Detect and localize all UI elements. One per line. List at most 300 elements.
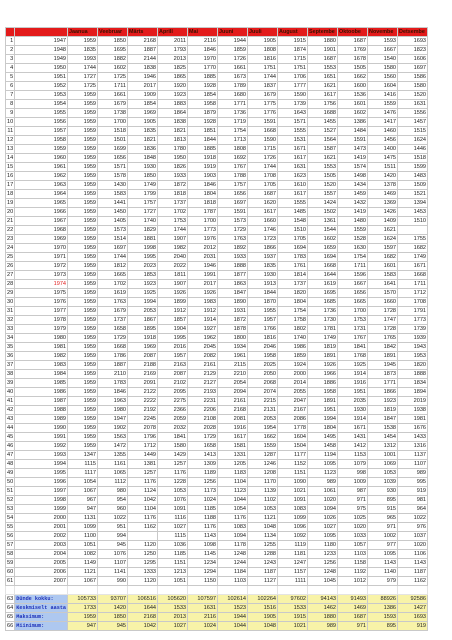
value-cell[interactable]: 1601	[338, 100, 368, 109]
value-cell[interactable]: 1591	[248, 118, 278, 127]
value-cell[interactable]: 1819	[368, 406, 398, 415]
value-cell[interactable]: 1586	[398, 73, 428, 82]
value-cell[interactable]: 1416	[368, 91, 398, 100]
year-cell[interactable]: 1990	[15, 424, 68, 433]
value-cell[interactable]: 1729	[188, 433, 218, 442]
value-cell[interactable]: 1510	[398, 217, 428, 226]
value-cell[interactable]: 1713	[218, 136, 248, 145]
value-cell[interactable]: 1076	[158, 496, 188, 505]
value-cell[interactable]: 1818	[188, 199, 218, 208]
value-cell[interactable]: 2222	[128, 397, 158, 406]
value-cell[interactable]: 1825	[158, 64, 188, 73]
value-cell[interactable]: 1498	[338, 172, 368, 181]
value-cell[interactable]: 1736	[308, 307, 338, 316]
value-cell[interactable]: 1104	[218, 478, 248, 487]
value-cell[interactable]: 1904	[158, 325, 188, 334]
row-number[interactable]: 65	[7, 614, 14, 620]
summary-value-cell[interactable]: 105733	[68, 595, 98, 604]
month-header[interactable]: August	[278, 28, 308, 37]
summary-value-cell[interactable]: 1687	[338, 613, 368, 622]
value-cell[interactable]: 2054	[218, 379, 248, 388]
value-cell[interactable]: 1959	[68, 406, 98, 415]
year-cell[interactable]: 1979	[15, 325, 68, 334]
value-cell[interactable]: 1426	[368, 208, 398, 217]
year-cell[interactable]: 1974	[15, 280, 68, 289]
value-cell[interactable]: 981	[398, 496, 428, 505]
value-cell[interactable]: 1882	[98, 55, 128, 64]
summary-value-cell[interactable]: 1915	[278, 613, 308, 622]
year-cell[interactable]: 1996	[15, 478, 68, 487]
value-cell[interactable]: 1162	[398, 577, 428, 586]
row-number[interactable]: 13	[7, 146, 14, 152]
value-cell[interactable]: 2053	[248, 415, 278, 424]
row-number[interactable]: 61	[7, 578, 14, 584]
value-cell[interactable]: 1844	[248, 289, 278, 298]
value-cell[interactable]: 2161	[218, 397, 248, 406]
summary-value-cell[interactable]: 1042	[128, 622, 158, 631]
value-cell[interactable]: 2188	[128, 361, 158, 370]
value-cell[interactable]: 1919	[188, 163, 218, 172]
value-cell[interactable]: 1458	[308, 442, 338, 451]
summary-value-cell[interactable]: 94143	[308, 595, 338, 604]
summary-value-cell[interactable]: 88926	[368, 595, 398, 604]
summary-value-cell[interactable]: 919	[398, 622, 428, 631]
value-cell[interactable]: 1783	[98, 379, 128, 388]
row-number[interactable]: 17	[7, 182, 14, 188]
value-cell[interactable]: 1596	[338, 271, 368, 280]
value-cell[interactable]: 1162	[128, 523, 158, 532]
value-cell[interactable]: 1934	[218, 343, 248, 352]
value-cell[interactable]: 995	[398, 478, 428, 487]
value-cell[interactable]: 1177	[278, 451, 308, 460]
value-cell[interactable]: 1597	[368, 244, 398, 253]
value-cell[interactable]: 1994	[128, 298, 158, 307]
value-cell[interactable]: 1476	[368, 109, 398, 118]
value-cell[interactable]: 1257	[128, 469, 158, 478]
value-cell[interactable]: 1802	[278, 325, 308, 334]
value-cell[interactable]: 1847	[368, 415, 398, 424]
value-cell[interactable]: 1151	[158, 559, 188, 568]
value-cell[interactable]: 1083	[278, 505, 308, 514]
value-cell[interactable]: 1811	[158, 271, 188, 280]
value-cell[interactable]: 1959	[68, 424, 98, 433]
summary-value-cell[interactable]: 1048	[248, 622, 278, 631]
row-number[interactable]: 66	[7, 623, 14, 629]
value-cell[interactable]: 1804	[188, 190, 218, 199]
value-cell[interactable]: 1037	[398, 532, 428, 541]
row-number[interactable]: 40	[7, 389, 14, 395]
value-cell[interactable]: 1679	[248, 91, 278, 100]
value-cell[interactable]: 1045	[308, 577, 338, 586]
value-cell[interactable]: 2032	[158, 424, 188, 433]
year-cell[interactable]: 1968	[15, 226, 68, 235]
row-number[interactable]: 34	[7, 335, 14, 341]
value-cell[interactable]: 1053	[158, 487, 188, 496]
summary-label[interactable]: Maksimum:	[15, 613, 68, 622]
value-cell[interactable]: 2110	[98, 370, 128, 379]
value-cell[interactable]: 1890	[218, 298, 248, 307]
row-number[interactable]: 22	[7, 227, 14, 233]
value-cell[interactable]: 1591	[338, 136, 368, 145]
row-number[interactable]: 50	[7, 479, 14, 485]
row-number[interactable]: 48	[7, 461, 14, 467]
year-cell[interactable]: 1975	[15, 289, 68, 298]
value-cell[interactable]: 1433	[398, 433, 428, 442]
value-cell[interactable]: 1959	[68, 244, 98, 253]
value-cell[interactable]: 1504	[278, 442, 308, 451]
value-cell[interactable]: 1901	[308, 46, 338, 55]
value-cell[interactable]: 1928	[188, 118, 218, 127]
row-number[interactable]: 19	[7, 200, 14, 206]
value-cell[interactable]: 1730	[308, 316, 338, 325]
value-cell[interactable]: 1712	[128, 442, 158, 451]
value-cell[interactable]: 1606	[398, 55, 428, 64]
value-cell[interactable]: 1859	[218, 46, 248, 55]
value-cell[interactable]: 1573	[218, 217, 248, 226]
value-cell[interactable]: 1309	[188, 460, 218, 469]
row-number[interactable]: 54	[7, 515, 14, 521]
value-cell[interactable]: 1247	[278, 559, 308, 568]
value-cell[interactable]: 1914	[338, 415, 368, 424]
value-cell[interactable]: 1959	[68, 235, 98, 244]
row-number[interactable]: 25	[7, 254, 14, 260]
value-cell[interactable]: 1694	[308, 253, 338, 262]
value-cell[interactable]: 1729	[98, 334, 128, 343]
value-cell[interactable]: 1854	[128, 100, 158, 109]
value-cell[interactable]: 1660	[368, 298, 398, 307]
value-cell[interactable]: 1671	[398, 262, 428, 271]
value-cell[interactable]: 1120	[128, 577, 158, 586]
year-cell[interactable]: 1993	[15, 451, 68, 460]
row-number[interactable]: 41	[7, 398, 14, 404]
value-cell[interactable]: 1962	[188, 334, 218, 343]
value-cell[interactable]: 1248	[308, 568, 338, 577]
year-cell[interactable]: 1958	[15, 136, 68, 145]
value-cell[interactable]: 1874	[278, 46, 308, 55]
summary-value-cell[interactable]: 971	[338, 622, 368, 631]
value-cell[interactable]: 1887	[128, 46, 158, 55]
summary-value-cell[interactable]: 91493	[338, 595, 368, 604]
summary-value-cell[interactable]: 1905	[248, 613, 278, 622]
value-cell[interactable]: 1621	[368, 226, 398, 235]
value-cell[interactable]: 1590	[248, 136, 278, 145]
value-cell[interactable]: 1746	[248, 226, 278, 235]
value-cell[interactable]: 1096	[278, 523, 308, 532]
summary-value-cell[interactable]: 102614	[218, 595, 248, 604]
value-cell[interactable]: 1123	[218, 487, 248, 496]
value-cell[interactable]: 1850	[98, 37, 128, 46]
value-cell[interactable]: 1022	[98, 514, 128, 523]
value-cell[interactable]: 1559	[248, 442, 278, 451]
value-cell[interactable]: 1966	[308, 370, 338, 379]
value-cell[interactable]	[128, 532, 158, 541]
value-cell[interactable]: 1250	[128, 550, 158, 559]
value-cell[interactable]: 1850	[128, 172, 158, 181]
value-cell[interactable]: 1687	[338, 37, 368, 46]
value-cell[interactable]: 1053	[248, 505, 278, 514]
summary-value-cell[interactable]: 97602	[278, 595, 308, 604]
value-cell[interactable]: 1578	[98, 172, 128, 181]
value-cell[interactable]: 1791	[398, 307, 428, 316]
row-number[interactable]: 18	[7, 191, 14, 197]
value-cell[interactable]: 1959	[68, 316, 98, 325]
value-cell[interactable]: 1728	[368, 307, 398, 316]
value-cell[interactable]: 1020	[398, 541, 428, 550]
value-cell[interactable]: 1446	[398, 145, 428, 154]
value-cell[interactable]: 1994	[308, 415, 338, 424]
value-cell[interactable]: 1891	[368, 352, 398, 361]
value-cell[interactable]: 960	[98, 505, 128, 514]
value-cell[interactable]: 1430	[98, 181, 128, 190]
value-cell[interactable]: 1659	[308, 244, 338, 253]
summary-value-cell[interactable]: 1024	[188, 622, 218, 631]
value-cell[interactable]: 1821	[128, 136, 158, 145]
value-cell[interactable]: 1983	[188, 298, 218, 307]
value-cell[interactable]: 1181	[278, 550, 308, 559]
value-cell[interactable]: 954	[98, 496, 128, 505]
value-cell[interactable]: 1959	[68, 145, 98, 154]
row-number[interactable]: 1	[6, 37, 15, 46]
value-cell[interactable]: 2053	[128, 307, 158, 316]
value-cell[interactable]: 1149	[68, 559, 98, 568]
row-number[interactable]: 6	[6, 82, 15, 91]
year-cell[interactable]: 1962	[15, 172, 68, 181]
value-cell[interactable]: 1777	[278, 82, 308, 91]
value-cell[interactable]: 1959	[68, 442, 98, 451]
empty-cell[interactable]	[278, 586, 308, 595]
summary-value-cell[interactable]: 2013	[158, 613, 188, 622]
value-cell[interactable]: 1711	[98, 82, 128, 91]
year-cell[interactable]: 1956	[15, 118, 68, 127]
value-cell[interactable]: 1914	[188, 316, 218, 325]
value-cell[interactable]: 2163	[158, 361, 188, 370]
value-cell[interactable]: 1808	[218, 145, 248, 154]
value-cell[interactable]: 1682	[398, 244, 428, 253]
value-cell[interactable]: 1804	[308, 424, 338, 433]
summary-value-cell[interactable]: 1533	[278, 604, 308, 613]
value-cell[interactable]: 1255	[248, 541, 278, 550]
row-number[interactable]: 8	[6, 100, 15, 109]
value-cell[interactable]: 1065	[98, 469, 128, 478]
row-number[interactable]: 20	[7, 209, 14, 215]
value-cell[interactable]: 1715	[278, 55, 308, 64]
value-cell[interactable]: 1107	[98, 559, 128, 568]
row-number[interactable]: 44	[7, 425, 14, 431]
value-cell[interactable]: 1661	[98, 91, 128, 100]
year-cell[interactable]: 1954	[15, 100, 68, 109]
value-cell[interactable]: 1835	[128, 127, 158, 136]
row-number[interactable]: 39	[7, 380, 14, 386]
value-cell[interactable]: 1959	[68, 136, 98, 145]
month-header[interactable]: Juuni	[218, 28, 248, 37]
value-cell[interactable]: 1621	[308, 82, 338, 91]
value-cell[interactable]: 1117	[68, 469, 98, 478]
summary-value-cell[interactable]: 93707	[98, 595, 128, 604]
value-cell[interactable]: 1602	[338, 109, 368, 118]
year-cell[interactable]: 2007	[15, 577, 68, 586]
year-cell[interactable]: 1967	[15, 217, 68, 226]
value-cell[interactable]: 1757	[218, 181, 248, 190]
summary-value-cell[interactable]: 1027	[158, 622, 188, 631]
year-cell[interactable]: 1984	[15, 370, 68, 379]
value-cell[interactable]: 1583	[368, 271, 398, 280]
value-cell[interactable]: 1473	[338, 145, 368, 154]
value-cell[interactable]: 1959	[68, 217, 98, 226]
value-cell[interactable]: 1454	[368, 433, 398, 442]
value-cell[interactable]: 1548	[278, 217, 308, 226]
value-cell[interactable]: 998	[338, 469, 368, 478]
value-cell[interactable]: 1083	[218, 523, 248, 532]
value-cell[interactable]: 1820	[398, 361, 428, 370]
row-number[interactable]: 24	[7, 245, 14, 251]
value-cell[interactable]: 1509	[398, 181, 428, 190]
value-cell[interactable]: 1400	[368, 145, 398, 154]
value-cell[interactable]: 1959	[68, 109, 98, 118]
row-number[interactable]: 15	[7, 164, 14, 170]
value-cell[interactable]: 1656	[338, 289, 368, 298]
value-cell[interactable]: 1878	[218, 325, 248, 334]
value-cell[interactable]: 1763	[98, 298, 128, 307]
summary-label[interactable]: Keskmiselt aasta	[16, 605, 67, 611]
value-cell[interactable]: 976	[398, 523, 428, 532]
row-number[interactable]: 21	[7, 218, 14, 224]
value-cell[interactable]: 1959	[68, 172, 98, 181]
value-cell[interactable]: 1867	[128, 316, 158, 325]
value-cell[interactable]: 1865	[158, 73, 188, 82]
value-cell[interactable]: 1099	[278, 514, 308, 523]
value-cell[interactable]: 1631	[398, 100, 428, 109]
value-cell[interactable]: 1853	[128, 271, 158, 280]
year-cell[interactable]: 1964	[15, 190, 68, 199]
year-cell[interactable]: 1992	[15, 442, 68, 451]
value-cell[interactable]: 1205	[218, 460, 248, 469]
value-cell[interactable]: 919	[398, 487, 428, 496]
value-cell[interactable]: 2167	[278, 406, 308, 415]
value-cell[interactable]: 1916	[218, 424, 248, 433]
value-cell[interactable]: 1141	[98, 568, 128, 577]
value-cell[interactable]: 1184	[218, 568, 248, 577]
summary-value-cell[interactable]: 1733	[68, 604, 98, 613]
summary-value-cell[interactable]: 1880	[308, 613, 338, 622]
value-cell[interactable]: 2040	[158, 253, 188, 262]
value-cell[interactable]: 1573	[98, 226, 128, 235]
value-cell[interactable]: 1902	[98, 424, 128, 433]
value-cell[interactable]: 1480	[338, 217, 368, 226]
month-header[interactable]: Juuli	[248, 28, 278, 37]
value-cell[interactable]: 1021	[278, 487, 308, 496]
value-cell[interactable]: 1699	[98, 145, 128, 154]
value-cell[interactable]: 1312	[368, 442, 398, 451]
value-cell[interactable]: 1673	[218, 73, 248, 82]
value-cell[interactable]: 1885	[188, 145, 218, 154]
value-cell[interactable]: 1821	[158, 127, 188, 136]
value-cell[interactable]: 1708	[248, 172, 278, 181]
row-number[interactable]: 28	[7, 281, 14, 287]
value-cell[interactable]: 1042	[128, 496, 158, 505]
value-cell[interactable]: 1773	[188, 226, 218, 235]
value-cell[interactable]: 1812	[98, 262, 128, 271]
value-cell[interactable]: 1959	[68, 433, 98, 442]
value-cell[interactable]: 1233	[308, 550, 338, 559]
value-cell[interactable]: 2016	[158, 343, 188, 352]
value-cell[interactable]: 1846	[188, 181, 218, 190]
summary-value-cell[interactable]: 1631	[188, 604, 218, 613]
value-cell[interactable]: 1176	[158, 469, 188, 478]
value-cell[interactable]: 895	[368, 496, 398, 505]
value-cell[interactable]: 1158	[338, 559, 368, 568]
value-cell[interactable]: 1668	[308, 262, 338, 271]
value-cell[interactable]: 1799	[128, 190, 158, 199]
value-cell[interactable]: 1538	[368, 424, 398, 433]
summary-value-cell[interactable]: 106516	[128, 595, 158, 604]
value-cell[interactable]: 1355	[98, 451, 128, 460]
value-cell[interactable]: 1667	[368, 46, 398, 55]
year-cell[interactable]: 1976	[15, 298, 68, 307]
value-cell[interactable]: 1347	[68, 451, 98, 460]
value-cell[interactable]: 1700	[338, 307, 368, 316]
value-cell[interactable]: 1678	[338, 55, 368, 64]
value-cell[interactable]: 1765	[368, 334, 398, 343]
value-cell[interactable]: 1925	[128, 289, 158, 298]
value-cell[interactable]: 1755	[398, 235, 428, 244]
month-header[interactable]: Veebruar	[98, 28, 128, 37]
value-cell[interactable]: 1630	[338, 244, 368, 253]
value-cell[interactable]: 1986	[278, 343, 308, 352]
month-header[interactable]: Jaanua	[68, 28, 98, 37]
year-cell[interactable]: 2002	[15, 532, 68, 541]
value-cell[interactable]: 1814	[278, 271, 308, 280]
value-cell[interactable]: 1783	[278, 253, 308, 262]
value-cell[interactable]: 1095	[368, 550, 398, 559]
value-cell[interactable]: 1095	[308, 532, 338, 541]
value-cell[interactable]: 1787	[188, 208, 218, 217]
value-cell[interactable]: 1959	[68, 343, 98, 352]
value-cell[interactable]: 1726	[218, 55, 248, 64]
year-cell[interactable]: 1988	[15, 406, 68, 415]
value-cell[interactable]: 1067	[68, 487, 98, 496]
value-cell[interactable]: 1957	[158, 352, 188, 361]
value-cell[interactable]: 2035	[338, 397, 368, 406]
value-cell[interactable]: 1556	[398, 109, 428, 118]
value-cell[interactable]: 1386	[338, 118, 368, 127]
value-cell[interactable]: 1115	[68, 460, 98, 469]
value-cell[interactable]: 1891	[308, 352, 338, 361]
value-cell[interactable]: 1744	[158, 226, 188, 235]
year-cell[interactable]: 1966	[15, 208, 68, 217]
month-header[interactable]: Märts	[128, 28, 158, 37]
value-cell[interactable]: 1883	[158, 100, 188, 109]
value-cell[interactable]: 1944	[218, 37, 248, 46]
summary-value-cell[interactable]: 1593	[368, 613, 398, 622]
value-cell[interactable]: 1213	[158, 568, 188, 577]
value-cell[interactable]: 1888	[218, 262, 248, 271]
value-cell[interactable]: 1185	[158, 550, 188, 559]
value-cell[interactable]: 1773	[398, 316, 428, 325]
value-cell[interactable]: 1137	[398, 451, 428, 460]
empty-cell[interactable]	[128, 586, 158, 595]
month-header[interactable]: Novembe	[368, 28, 398, 37]
value-cell[interactable]: 1895	[128, 325, 158, 334]
value-cell[interactable]: 1688	[308, 109, 338, 118]
value-cell[interactable]: 1009	[338, 478, 368, 487]
value-cell[interactable]: 1256	[188, 478, 218, 487]
summary-value-cell[interactable]: 1021	[278, 622, 308, 631]
value-cell[interactable]: 1475	[368, 154, 398, 163]
summary-value-cell[interactable]: 989	[308, 622, 338, 631]
value-cell[interactable]: 930	[368, 487, 398, 496]
summary-value-cell[interactable]: 1944	[218, 613, 248, 622]
value-cell[interactable]: 1880	[308, 37, 338, 46]
